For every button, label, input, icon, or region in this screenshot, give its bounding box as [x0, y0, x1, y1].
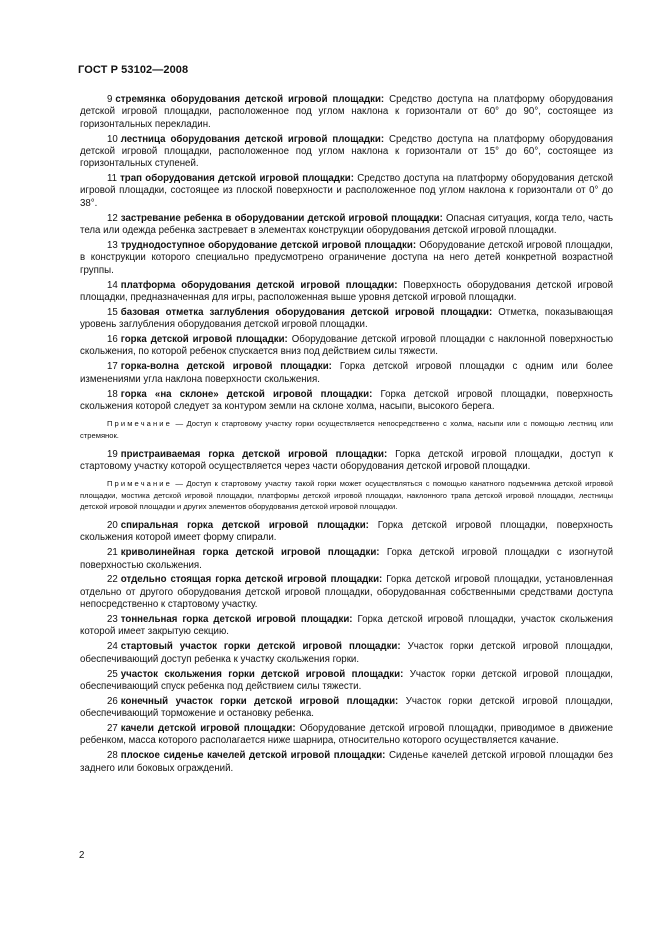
term-name: качели детской игровой площадки: — [120, 723, 296, 735]
term-name: пристраиваемая горка детской игровой площадки: — [120, 448, 388, 460]
term-name: платформа оборудования детской игровой площадки: — [120, 279, 398, 291]
term-definition — [80, 94, 613, 131]
term-text: Средство доступа на платформу оборудования детской игровой площадки, расположенное под углом наклона к горизонтали от 60° до 90°, состоящее из горизонтальных перекладин. — [80, 94, 613, 130]
term-name: горка детской игровой площадки: — [120, 334, 288, 346]
term-text: Горка детской игровой площадки, поверхность скольжения которой следует за контуром земли на склоне холма, насыпи, высокого берега. — [80, 388, 613, 413]
term-definition — [80, 669, 613, 694]
term-number: 25 — [107, 668, 118, 680]
term-name: горка-волна детской игровой площадки: — [120, 361, 332, 373]
term-number: 13 — [107, 240, 118, 252]
term-text: Горка детской игровой площадки с изогнутой поверхностью скольжения. — [80, 547, 613, 571]
term-definition — [80, 520, 613, 545]
term-text: Средство доступа на платформу оборудования детской игровой площадки, состоящее из плоской поверхности и расположенное под углом наклона к горизонтали от 0° до 38°. — [80, 173, 613, 209]
term-number: 21 — [107, 547, 118, 559]
term-definition — [80, 389, 613, 414]
term-definition — [80, 134, 613, 171]
term-definition — [80, 361, 613, 386]
term-number: 15 — [107, 306, 118, 318]
term-number: 17 — [107, 361, 118, 373]
term-definition — [80, 240, 613, 277]
term-text: Горка детской игровой площадки, участок скольжения которой имеет закрытую секцию. — [80, 614, 613, 638]
term-name: застревание ребенка в оборудовании детской игровой площадки: — [120, 212, 443, 224]
term-text: Опасная ситуация, когда тело, часть тела или одежда ребенка застревает в элементах конструкции оборудования детской игровой площадки. — [80, 212, 613, 237]
term-text: Средство доступа на платформу оборудования детской игровой площадки, расположенное под углом наклона к горизонтали от 15° до 60°, состоящее из горизонтальных ступеней. — [80, 133, 613, 170]
document-body — [80, 94, 613, 778]
term-name: стартовый участок горки детской игровой площадки: — [120, 641, 401, 653]
term-number: 27 — [107, 723, 118, 735]
term-number: 11 — [107, 173, 118, 185]
term-name: криволинейная горка детской игровой площадки: — [120, 547, 380, 559]
term-text: Оборудование детской игровой площадки с наклонной поверхностью скольжения, по которой ребенок спускается вниз под действием силы тяжести. — [80, 334, 613, 358]
term-definition — [80, 334, 613, 359]
term-name: трап оборудования детской игровой площадки: — [120, 173, 354, 185]
term-text: Горка детской игровой площадки, доступ к стартовому участку которой осуществляется через части оборудования детской игровой площадки. — [80, 448, 613, 473]
term-definition — [80, 696, 613, 721]
term-text: Участок горки детской игровой площадки, обеспечивающий спуск ребенка под действием силы тяжести. — [80, 668, 613, 692]
term-definition — [80, 213, 613, 238]
term-number: 20 — [107, 519, 118, 531]
term-number: 10 — [107, 133, 118, 145]
term-number: 14 — [107, 279, 118, 291]
term-number: 18 — [107, 388, 118, 400]
term-name: базовая отметка заглубления оборудования детской игровой площадки: — [120, 306, 493, 318]
term-number: 9 — [107, 94, 113, 105]
note-label: Примечание — [107, 479, 172, 489]
term-definition — [80, 307, 613, 332]
term-text: Горка детской игровой площадки, поверхность скольжения которой имеет форму спирали. — [80, 519, 613, 544]
term-number: 23 — [107, 614, 118, 626]
note-text: — Доступ к стартовому участку горки осуществляется непосредственно с холма, насыпи или с помощью лестниц или стремянок. — [80, 419, 613, 440]
term-name: горка «на склоне» детской игровой площадки: — [120, 388, 373, 400]
term-number: 22 — [107, 574, 118, 586]
term-text: Оборудование детской игровой площадки, в конструкции которого специально предусмотрено ограничение доступа на него детей конкретной возрастной группы. — [80, 240, 613, 276]
term-name: тоннельная горка детской игровой площадки: — [120, 614, 353, 626]
term-definition — [80, 641, 613, 666]
note — [80, 478, 613, 512]
term-name: лестница оборудования детской игровой площадки: — [120, 133, 385, 145]
term-definition — [80, 547, 613, 572]
term-text: Горка детской игровой площадки, установленная отдельно от другого оборудования детской игровой площадки, оборудованная собственными средствами доступа непосредственно к стартовому участку. — [80, 574, 613, 611]
term-name: участок скольжения горки детской игровой площадки: — [120, 668, 404, 680]
term-number: 19 — [107, 448, 118, 460]
term-definition — [80, 723, 613, 748]
term-number: 24 — [107, 641, 118, 653]
term-definition — [80, 614, 613, 639]
term-number: 26 — [107, 695, 118, 707]
term-definition — [80, 574, 613, 611]
note — [80, 418, 613, 440]
term-text: Сиденье качелей детской игровой площадки без заднего или боковых ограждений. — [80, 750, 613, 774]
term-name: спиральная горка детской игровой площадки: — [120, 519, 369, 531]
term-name: стремянка оборудования детской игровой площадки: — [115, 94, 385, 105]
term-definition — [80, 173, 613, 210]
term-number: 16 — [107, 334, 118, 346]
term-text: Участок горки детской игровой площадки, обеспечивающий торможение и остановку ребенка. — [80, 695, 613, 720]
term-text: Участок горки детской игровой площадки, обеспечивающий доступ ребенка к участку скольжения горки. — [80, 641, 613, 665]
term-name: труднодоступное оборудование детской игровой площадки: — [120, 240, 417, 252]
term-number: 28 — [107, 750, 118, 762]
term-definition — [80, 280, 613, 305]
note-text: — Доступ к стартовому участку такой горки может осуществляться с помощью канатного подъемника детской игровой площадки, мостика детской игровой площадки, платформы детской игровой площадки, наклонного трапа детской игровой площадки, лестницы детской игровой площадки и других элементов оборудования детской игровой площадки. — [80, 479, 613, 511]
term-text: Поверхность оборудования детской игровой площадки, предназначенная для игры, расположенная выше уровня детской игровой площадки. — [80, 279, 613, 303]
page-header: ГОСТ Р 53102—2008 — [78, 64, 189, 76]
term-definition — [80, 449, 613, 474]
term-name: отдельно стоящая горка детской игровой площадки: — [120, 574, 383, 586]
term-text: Оборудование детской игровой площадки, приводимое в движение ребенком, масса которого располагается ниже шарнира, относительно которого осуществляется качание. — [80, 723, 613, 747]
page-number: 2 — [79, 850, 85, 861]
term-name: плоское сиденье качелей детской игровой площадки: — [120, 750, 386, 762]
term-name: конечный участок горки детской игровой площадки: — [120, 695, 399, 707]
note-label: Примечание — [107, 419, 172, 429]
term-text: Горка детской игровой площадки с одним или более изменениями угла наклона поверхности скольжения. — [80, 361, 613, 385]
term-number: 12 — [107, 212, 118, 224]
term-definition — [80, 750, 613, 775]
term-text: Отметка, показывающая уровень заглубления оборудования детской игровой площадки. — [80, 306, 613, 331]
